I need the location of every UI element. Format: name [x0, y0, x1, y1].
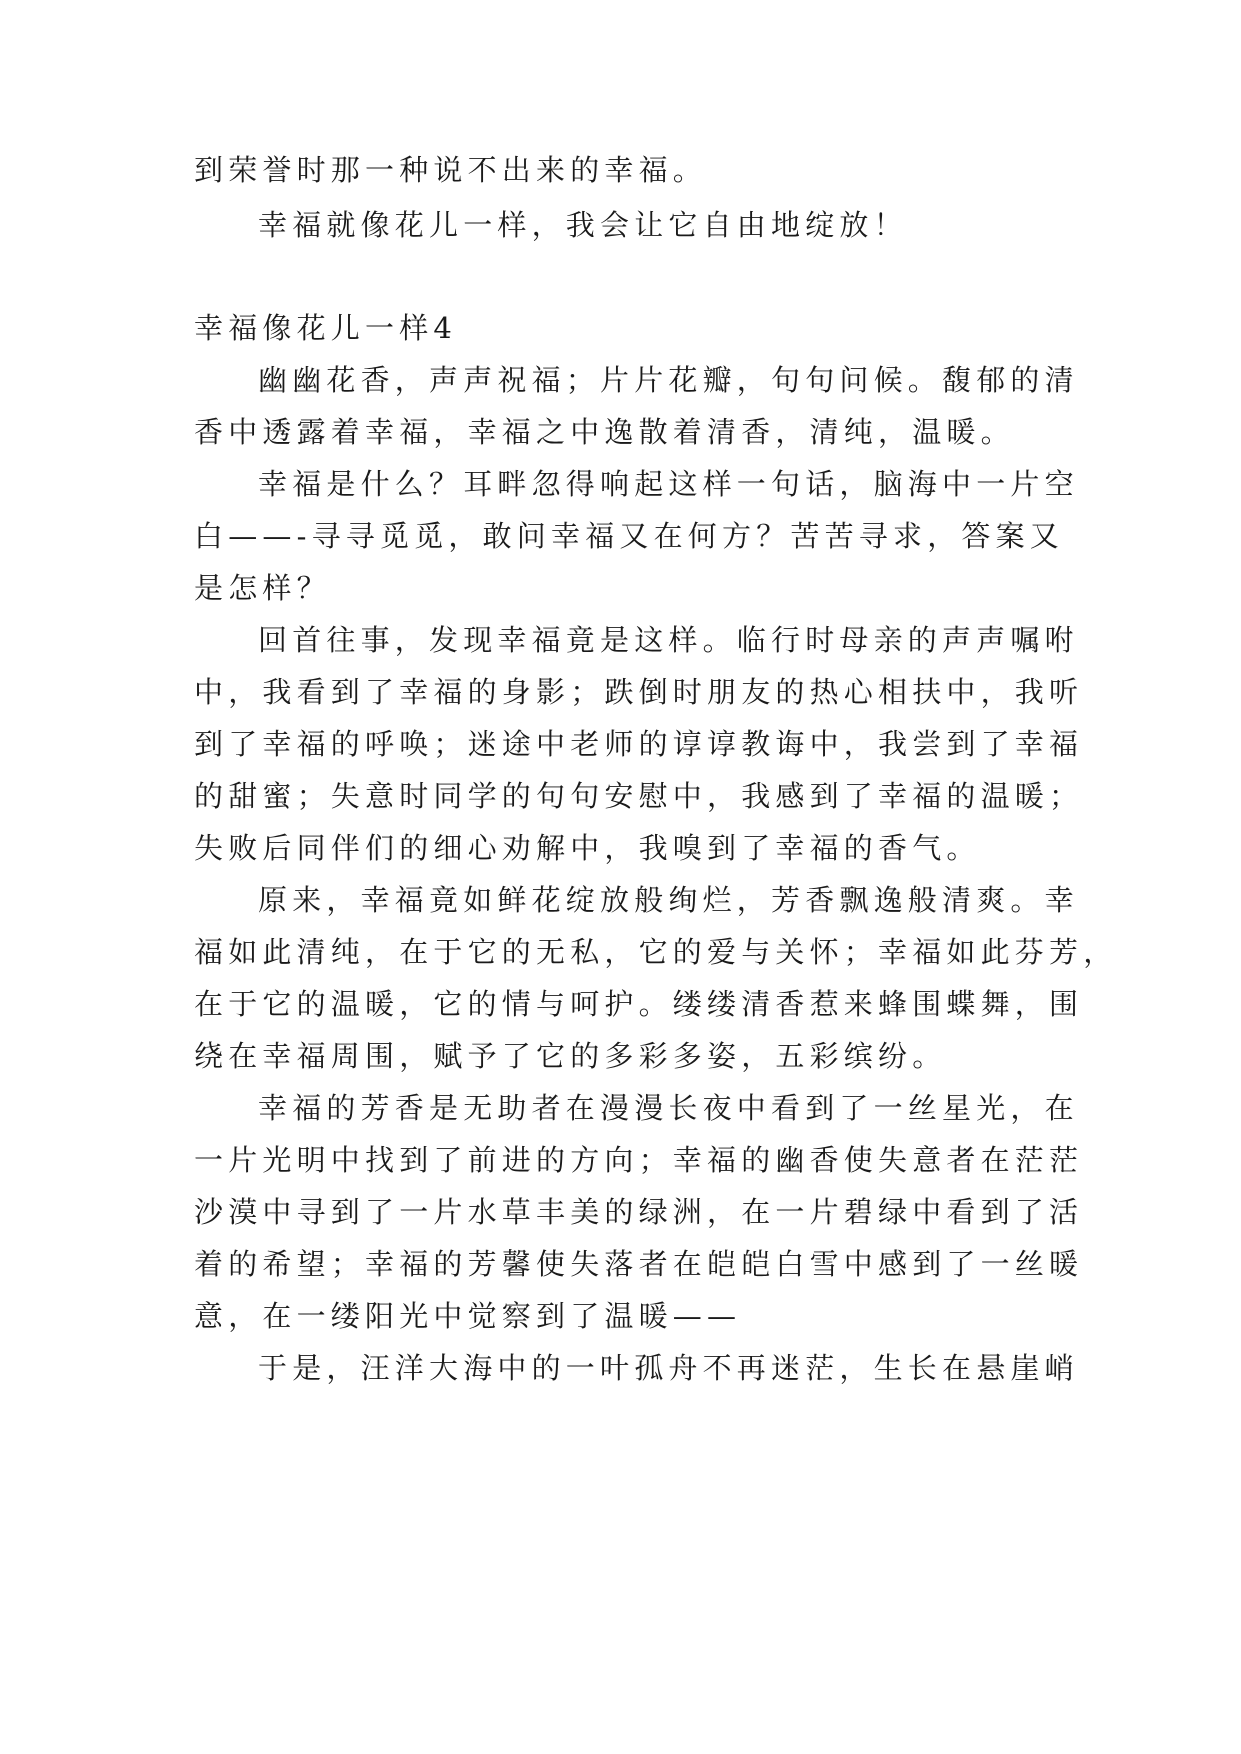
- paragraph-line: 到荣誉时那一种说不出来的幸福。: [194, 153, 708, 187]
- paragraph-line: 幽幽花香，声声祝福；片片花瓣，句句问候。馥郁的清: [258, 363, 1079, 397]
- paragraph-line: 回首往事，发现幸福竟是这样。临行时母亲的声声嘱咐: [258, 623, 1079, 657]
- paragraph-line: 的甜蜜；失意时同学的句句安慰中，我感到了幸福的温暖；: [194, 779, 1084, 813]
- paragraph-line: 白——-寻寻觅觅，敢问幸福又在何方？苦苦寻求，答案又: [194, 519, 1064, 553]
- paragraph-line: 幸福是什么？耳畔忽得响起这样一句话，脑海中一片空: [258, 467, 1079, 501]
- paragraph-line: 原来，幸福竟如鲜花绽放般绚烂，芳香飘逸般清爽。幸: [258, 883, 1079, 917]
- paragraph-line: 着的希望；幸福的芳馨使失落者在皑皑白雪中感到了一丝暖: [194, 1247, 1084, 1281]
- paragraph-line: 幸福就像花儿一样，我会让它自由地绽放！: [258, 208, 908, 242]
- paragraph-line: 到了幸福的呼唤；迷途中老师的谆谆教诲中，我尝到了幸福: [194, 727, 1084, 761]
- paragraph-line: 中，我看到了幸福的身影；跌倒时朋友的热心相扶中，我听: [194, 675, 1084, 709]
- paragraph-line: 香中透露着幸福，幸福之中逸散着清香，清纯，温暖。: [194, 415, 1015, 449]
- paragraph-line: 福如此清纯，在于它的无私，它的爱与关怀；幸福如此芬芳，: [194, 935, 1118, 969]
- paragraph-line: 于是，汪洋大海中的一叶孤舟不再迷茫，生长在悬崖峭: [258, 1351, 1079, 1385]
- section-heading: 幸福像花儿一样4: [194, 311, 458, 345]
- paragraph-line: 失败后同伴们的细心劝解中，我嗅到了幸福的香气。: [194, 831, 981, 865]
- paragraph-line: 是怎样？: [194, 571, 331, 605]
- paragraph-line: 幸福的芳香是无助者在漫漫长夜中看到了一丝星光，在: [258, 1091, 1079, 1125]
- paragraph-line: 沙漠中寻到了一片水草丰美的绿洲，在一片碧绿中看到了活: [194, 1195, 1084, 1229]
- paragraph-line: 意，在一缕阳光中觉察到了温暖——: [194, 1299, 742, 1333]
- paragraph-line: 在于它的温暖，它的情与呵护。缕缕清香惹来蜂围蝶舞，围: [194, 987, 1084, 1021]
- paragraph-line: 一片光明中找到了前进的方向；幸福的幽香使失意者在茫茫: [194, 1143, 1084, 1177]
- paragraph-line: 绕在幸福周围，赋予了它的多彩多姿，五彩缤纷。: [194, 1039, 947, 1073]
